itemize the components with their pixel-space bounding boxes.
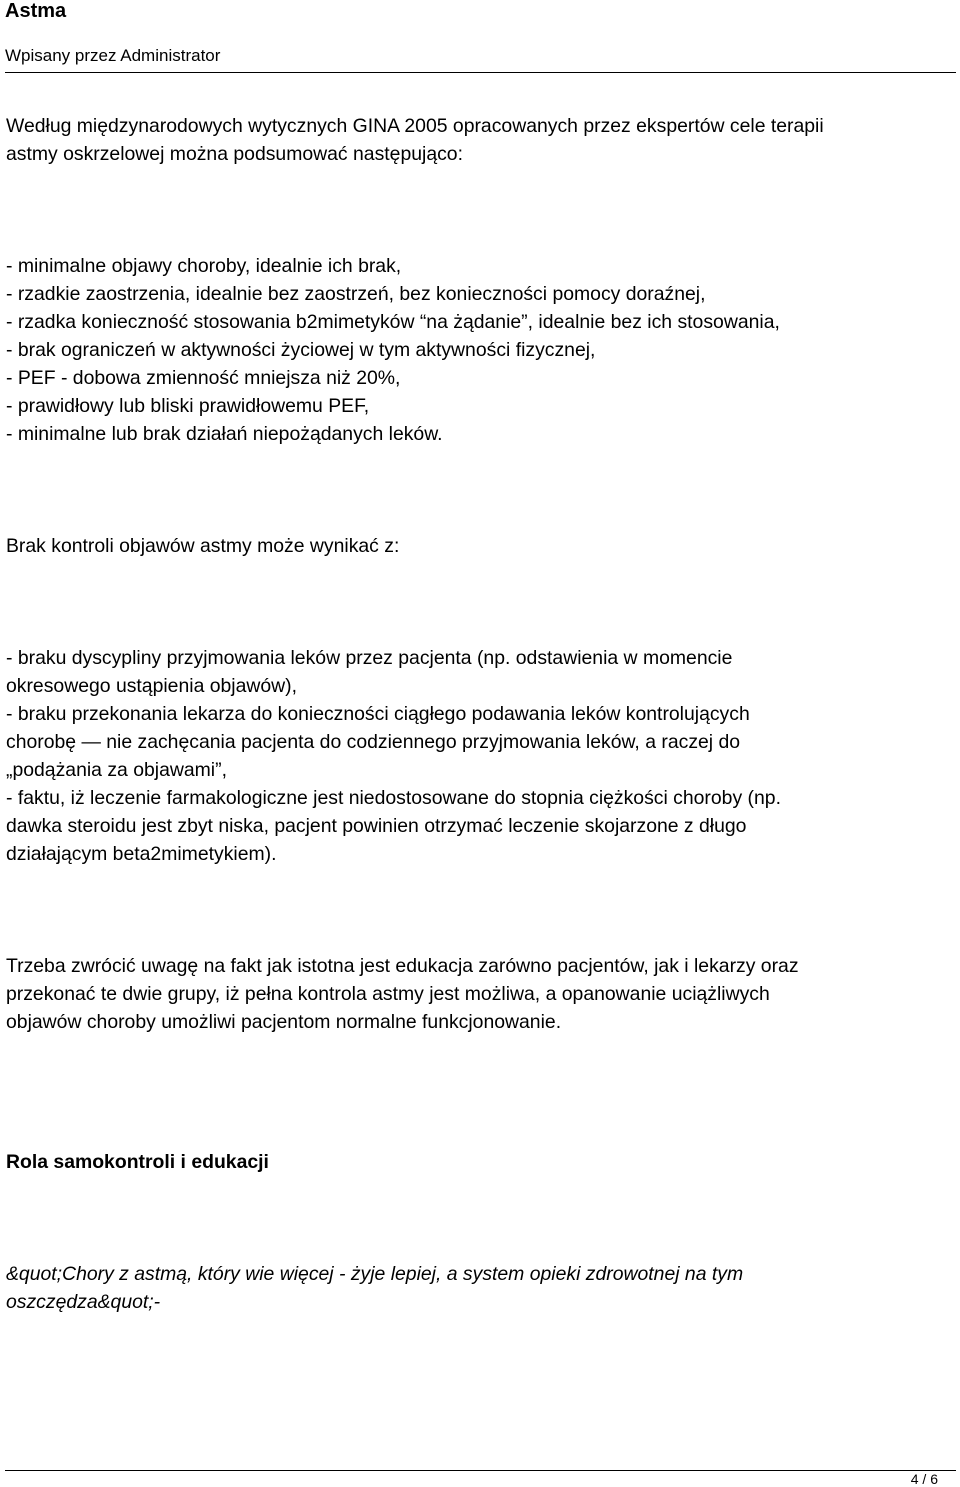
paragraph-line: objawów choroby umożliwi pacjentom normalne funkcjonowanie.	[6, 1011, 562, 1033]
list-item: - braku przekonania lekarza do konieczności ciągłego podawania leków kontrolujących	[6, 703, 750, 725]
quote-line: oszczędza&quot;-	[6, 1291, 161, 1313]
list-item: - brak ograniczeń w aktywności życiowej w tym aktywności fizycznej,	[6, 339, 596, 361]
header-divider	[5, 72, 956, 73]
causes-heading: Brak kontroli objawów astmy może wynikać z:	[6, 535, 400, 557]
list-item: - rzadkie zaostrzenia, idealnie bez zaostrzeń, bez konieczności pomocy doraźnej,	[6, 283, 706, 305]
list-item: - braku dyscypliny przyjmowania leków przez pacjenta (np. odstawienia w momencie	[6, 647, 733, 669]
paragraph-line: przekonać te dwie grupy, iż pełna kontrola astmy jest możliwa, a opanowanie uciążliwych	[6, 983, 770, 1005]
quote-paragraph	[6, 1260, 954, 1316]
intro-line: Według międzynarodowych wytycznych GINA 2005 opracowanych przez ekspertów cele terapii	[6, 115, 824, 137]
intro-paragraph	[6, 112, 954, 168]
list-item: - faktu, iż leczenie farmakologiczne jest niedostosowane do stopnia ciężkości choroby (np.	[6, 787, 781, 809]
list-item: - prawidłowy lub bliski prawidłowemu PEF,	[6, 395, 370, 417]
causes-list	[6, 644, 954, 868]
document-title: Astma	[5, 0, 67, 22]
quote-line: &quot;Chory z astmą, który wie więcej - żyje lepiej, a system opieki zdrowotnej na tym	[6, 1263, 744, 1285]
section-heading-text: Rola samokontroli i edukacji	[6, 1151, 269, 1173]
causes-intro	[6, 532, 954, 560]
list-item: - rzadka konieczność stosowania b2mimetyków “na żądanie”, idealnie bez ich stosowania,	[6, 311, 780, 333]
list-item: - minimalne objawy choroby, idealnie ich brak,	[6, 255, 402, 277]
page-number: 4 / 6	[910, 1471, 938, 1487]
list-item: działającym beta2mimetykiem).	[6, 843, 277, 865]
paragraph-line: Trzeba zwrócić uwagę na fakt jak istotna jest edukacja zarówno pacjentów, jak i lekarzy oraz	[6, 955, 799, 977]
section-heading	[6, 1148, 954, 1176]
list-item: chorobę — nie zachęcania pacjenta do codziennego przyjmowania leków, a raczej do	[6, 731, 741, 753]
intro-line: astmy oskrzelowej można podsumować następująco:	[6, 143, 463, 165]
list-item: - PEF - dobowa zmienność mniejsza niż 20%,	[6, 367, 401, 389]
list-item: - minimalne lub brak działań niepożądanych leków.	[6, 423, 443, 445]
list-item: „podążania za objawami”,	[6, 759, 227, 781]
list-item: dawka steroidu jest zbyt niska, pacjent powinien otrzymać leczenie skojarzone z długo	[6, 815, 747, 837]
education-paragraph	[6, 952, 954, 1036]
footer-divider	[5, 1470, 956, 1471]
therapy-goals-list	[6, 252, 954, 448]
list-item: okresowego ustąpienia objawów),	[6, 675, 298, 697]
author-line: Wpisany przez Administrator	[5, 46, 221, 65]
